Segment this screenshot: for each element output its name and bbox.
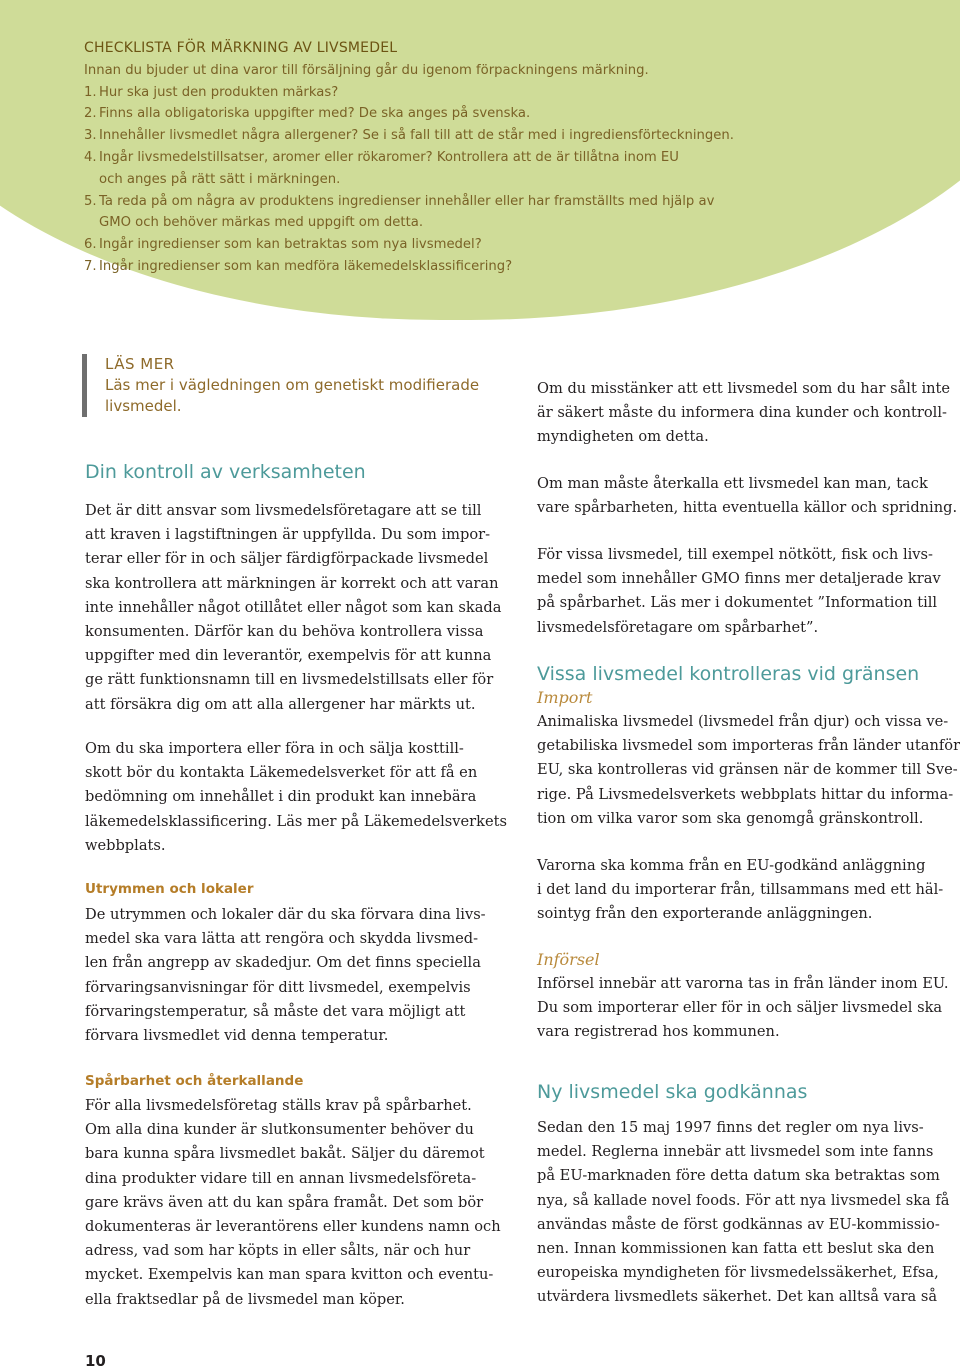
checklist-item bbox=[84, 212, 844, 234]
subheading-import: Import bbox=[537, 688, 593, 707]
text-line: förvaringstemperatur, så måste det vara möjligt att bbox=[85, 1002, 466, 1020]
text-line: ska kontrollera att märkningen är korrekt och att varan bbox=[85, 574, 499, 592]
checklist-item bbox=[84, 169, 844, 191]
paragraph bbox=[537, 854, 943, 927]
checklist-item-number: 2. bbox=[84, 106, 97, 122]
text-line: getabiliska livsmedel som importeras från länder utanför bbox=[537, 737, 960, 755]
checklist-item-number: 5. bbox=[84, 193, 97, 209]
heading-gransen: Vissa livsmedel kontrolleras vid gränsen bbox=[537, 663, 920, 685]
paragraph bbox=[537, 377, 950, 450]
text-line: nya, så kallade novel foods. För att nya livsmedel ska få bbox=[537, 1191, 950, 1209]
text-line: gare krävs även att du kan spåra framåt. Det som bör bbox=[85, 1193, 484, 1211]
checklist-item-text: Finns alla obligatoriska uppgifter med? De ska anges på svenska. bbox=[99, 106, 531, 122]
checklist-item-text: och anges på rätt sätt i märkningen. bbox=[99, 171, 341, 187]
text-line: användas måste de först godkännas av EU-kommissio- bbox=[537, 1215, 940, 1233]
checklist-item-text: Ta reda på om några av produktens ingredienser innehåller eller har framställts med hjälp av bbox=[99, 193, 715, 209]
text-line: rige. På Livsmedelsverkets webbplats hittar du informa- bbox=[537, 785, 954, 803]
checklist-item-number: 7. bbox=[84, 258, 97, 274]
text-line: Om man måste återkalla ett livsmedel kan man, tack bbox=[537, 475, 928, 492]
text-line: inte innehåller något otillåtet eller något som kan skada bbox=[85, 598, 502, 616]
text-line: medel. Reglerna innebär att livsmedel som inte fanns bbox=[537, 1143, 934, 1161]
checklist-item-text: GMO och behöver märkas med uppgift om detta. bbox=[99, 215, 424, 231]
paragraph bbox=[85, 737, 507, 858]
text-line: konsumenten. Därför kan du behöva kontrollera vissa bbox=[85, 623, 484, 641]
text-line: myndigheten om detta. bbox=[537, 428, 709, 446]
text-line: För alla livsmedelsföretag ställs krav på spårbarhet. bbox=[85, 1097, 472, 1114]
text-line: adress, vad som har köpts in eller sålts, när och hur bbox=[85, 1242, 471, 1260]
text-line: är säkert måste du informera dina kunder och kontroll- bbox=[537, 404, 947, 422]
checklist-item-text: Hur ska just den produkten märkas? bbox=[99, 84, 339, 100]
text-line: Det är ditt ansvar som livsmedelsföretagare att se till bbox=[85, 502, 482, 519]
text-line: ella fraktsedlar på de livsmedel man köper. bbox=[85, 1290, 405, 1308]
checklist-item bbox=[84, 191, 844, 213]
text-line: europeiska myndigheten för livsmedelssäkerhet, Efsa, bbox=[537, 1264, 939, 1282]
checklist-item bbox=[84, 82, 844, 104]
checklist-box bbox=[84, 38, 844, 278]
checklist-item-number bbox=[84, 212, 99, 234]
paragraph bbox=[85, 499, 501, 717]
text-line: För vissa livsmedel, till exempel nötkött, fisk och livs- bbox=[537, 546, 933, 563]
read-more-box bbox=[82, 354, 505, 417]
checklist-intro: Innan du bjuder ut dina varor till försäljning går du igenom förpackningens märkning. bbox=[84, 62, 649, 78]
text-line: mycket. Exempelvis kan man spara kvitton och eventu- bbox=[85, 1266, 494, 1284]
text-line: att kraven i lagstiftningen är uppfyllda. Du som impor- bbox=[85, 526, 491, 544]
checklist-item-text: Ingår livsmedelstillsatser, aromer eller rökaromer? Kontrollera att de är tillåtna inom EU bbox=[99, 149, 679, 165]
text-line: på spårbarhet. Läs mer i dokumentet ”Information till bbox=[537, 594, 938, 612]
checklist-item bbox=[84, 103, 844, 125]
text-line: utvärdera livsmedlets säkerhet. Det kan alltså vara så bbox=[537, 1288, 938, 1306]
text-line: att försäkra dig om att alla allergener har märkts ut. bbox=[85, 695, 476, 713]
text-line: bedömning om innehållet i din produkt kan innebära bbox=[85, 788, 477, 806]
paragraph bbox=[85, 1094, 501, 1312]
paragraph bbox=[537, 1116, 950, 1310]
checklist-item-text: Innehåller livsmedlet några allergener? Se i så fall till att de står med i ingrediensförteckningen. bbox=[99, 128, 734, 144]
text-line: tion om vilka varor som ska genomgå gränskontroll. bbox=[537, 809, 924, 827]
text-line: vara registrerad hos kommunen. bbox=[537, 1023, 780, 1041]
read-more-line: Läs mer i vägledningen om genetiskt modifierade bbox=[105, 376, 480, 394]
text-line: Varorna ska komma från en EU-godkänd anläggning bbox=[537, 857, 926, 874]
paragraph bbox=[537, 710, 960, 831]
checklist-item-number: 4. bbox=[84, 149, 97, 165]
checklist-item bbox=[84, 256, 844, 278]
page-number: 10 bbox=[85, 1352, 106, 1370]
text-line: webbplats. bbox=[85, 836, 166, 854]
checklist-item-number: 6. bbox=[84, 237, 97, 253]
read-more-line: livsmedel. bbox=[105, 397, 182, 415]
text-line: i det land du importerar från, tillsammans med ett häl- bbox=[537, 881, 944, 899]
text-line: på EU-marknaden före detta datum ska betraktas som bbox=[537, 1167, 940, 1185]
paragraph bbox=[537, 972, 948, 1045]
checklist-item-text: Ingår ingredienser som kan betraktas som nya livsmedel? bbox=[99, 237, 482, 253]
text-line: ge rätt funktionsnamn till en livsmedelstillsats eller för bbox=[85, 671, 494, 689]
text-line: Sedan den 15 maj 1997 finns det regler om nya livs- bbox=[537, 1119, 924, 1136]
checklist-item bbox=[84, 234, 844, 256]
text-line: förvara livsmedlet vid denna temperatur. bbox=[85, 1027, 389, 1045]
text-line: vare spårbarheten, hitta eventuella källor och spridning. bbox=[537, 499, 958, 517]
text-line: Om alla dina kunder är slutkonsumenter behöver du bbox=[85, 1121, 474, 1139]
text-line: läkemedelsklassificering. Läs mer på Läkemedelsverkets bbox=[85, 812, 507, 830]
checklist-title: CHECKLISTA FÖR MÄRKNING AV LIVSMEDEL bbox=[84, 40, 398, 56]
text-line: livsmedelsföretagare om spårbarhet”. bbox=[537, 618, 819, 636]
text-line: De utrymmen och lokaler där du ska förvara dina livs- bbox=[85, 906, 486, 923]
checklist-item-text: Ingår ingredienser som kan medföra läkemedelsklassificering? bbox=[99, 258, 513, 274]
text-line: nen. Innan kommissionen kan fatta ett beslut ska den bbox=[537, 1240, 935, 1258]
text-line: Införsel innebär att varorna tas in från länder inom EU. bbox=[537, 975, 949, 992]
text-line: skott bör du kontakta Läkemedelsverket för att få en bbox=[85, 764, 478, 782]
text-line: medel som innehåller GMO finns mer detaljerade krav bbox=[537, 570, 941, 588]
text-line: terar eller för in och säljer färdigförpackade livsmedel bbox=[85, 550, 489, 568]
text-line: Animaliska livsmedel (livsmedel från djur) och vissa ve- bbox=[537, 713, 949, 730]
checklist-item-number bbox=[84, 169, 99, 191]
checklist-item-number: 1. bbox=[84, 84, 97, 100]
text-line: medel ska vara lätta att rengöra och skydda livsmed- bbox=[85, 930, 479, 948]
paragraph bbox=[85, 903, 486, 1048]
read-more-title: LÄS MER bbox=[105, 355, 175, 373]
checklist-item bbox=[84, 147, 844, 169]
text-line: förvaringsanvisningar för ditt livsmedel, exempelvis bbox=[85, 978, 471, 996]
checklist-items bbox=[84, 82, 844, 278]
paragraph bbox=[537, 472, 957, 520]
text-line: dina produkter vidare till en annan livsmedelsföreta- bbox=[85, 1169, 477, 1187]
text-line: sointyg från den exporterande anläggningen. bbox=[537, 905, 873, 923]
text-line: EU, ska kontrolleras vid gränsen när de kommer till Sve- bbox=[537, 761, 958, 779]
heading-ny-livsmedel: Ny livsmedel ska godkännas bbox=[537, 1081, 808, 1103]
heading-utrymmen: Utrymmen och lokaler bbox=[85, 881, 254, 897]
paragraph bbox=[537, 543, 941, 640]
text-line: dokumenteras är leverantörens eller kundens namn och bbox=[85, 1218, 501, 1236]
text-line: uppgifter med din leverantör, exempelvis för att kunna bbox=[85, 647, 492, 665]
subheading-inforsel: Införsel bbox=[537, 950, 600, 969]
text-line: Om du misstänker att ett livsmedel som du har sålt inte bbox=[537, 380, 951, 397]
text-line: len från angrepp av skadedjur. Om det finns speciella bbox=[85, 954, 481, 972]
text-line: Om du ska importera eller föra in och sälja kosttill- bbox=[85, 740, 464, 757]
text-line: bara kunna spåra livsmedlet bakåt. Säljer du däremot bbox=[85, 1145, 485, 1163]
text-line: Du som importerar eller för in och säljer livsmedel ska bbox=[537, 999, 943, 1017]
checklist-item bbox=[84, 125, 844, 147]
checklist-item-number: 3. bbox=[84, 128, 97, 144]
heading-sparbarhet: Spårbarhet och återkallande bbox=[85, 1073, 304, 1089]
heading-din-kontroll: Din kontroll av verksamheten bbox=[85, 461, 366, 483]
